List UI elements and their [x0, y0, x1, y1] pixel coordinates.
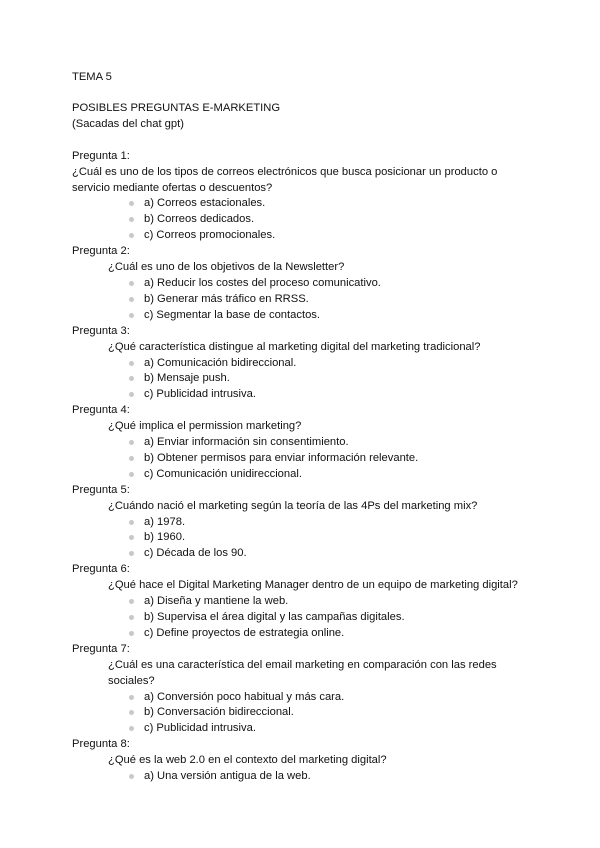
option-text: b) Mensaje push. [144, 372, 230, 385]
bullet-icon [129, 631, 134, 636]
bullet-icon [129, 233, 134, 238]
bullet-icon [129, 551, 134, 556]
bullet-icon [129, 726, 134, 731]
question-label: Pregunta 3: [72, 324, 130, 337]
option-text: a) Reducir los costes del proceso comunicativo. [144, 276, 381, 289]
option-text: a) Una versión antigua de la web. [144, 770, 311, 783]
option-list [72, 769, 532, 785]
question-label: Pregunta 5: [72, 483, 130, 496]
question-label: Pregunta 6: [72, 563, 130, 576]
option-item [72, 530, 532, 546]
option-item [72, 610, 532, 626]
bullet-icon [129, 281, 134, 286]
option-list [72, 196, 532, 244]
option-item [72, 769, 532, 785]
option-item [72, 467, 532, 483]
bullet-icon [129, 313, 134, 318]
bullet-icon [129, 535, 134, 540]
option-list [72, 690, 532, 738]
bullet-icon [129, 472, 134, 477]
option-text: a) Correos estacionales. [144, 197, 266, 210]
option-list [72, 435, 532, 483]
option-text: c) Segmentar la base de contactos. [144, 308, 320, 321]
question-2 [72, 244, 532, 324]
question-label: Pregunta 2: [72, 245, 130, 258]
question-3 [72, 324, 532, 404]
question-text: ¿Qué es la web 2.0 en el contexto del marketing digital? [108, 754, 387, 767]
option-text: b) Obtener permisos para enviar información relevante. [144, 451, 419, 464]
option-text: c) Publicidad intrusiva. [144, 722, 256, 735]
option-text: c) Publicidad intrusiva. [144, 388, 256, 401]
option-item [72, 196, 532, 212]
question-label: Pregunta 8: [72, 738, 130, 751]
option-item [72, 690, 532, 706]
option-item [72, 292, 532, 308]
question-1 [72, 149, 532, 244]
option-text: c) Define proyectos de estrategia online. [144, 626, 345, 639]
option-text: b) Conversación bidireccional. [144, 706, 294, 719]
document-page [72, 70, 532, 785]
question-6 [72, 562, 532, 642]
bullet-icon [129, 297, 134, 302]
option-text: c) Década de los 90. [144, 547, 247, 560]
option-item [72, 276, 532, 292]
option-item [72, 451, 532, 467]
option-list [72, 356, 532, 404]
option-item [72, 721, 532, 737]
question-text: ¿Qué característica distingue al marketing digital del marketing tradicional? [108, 340, 481, 353]
question-label: Pregunta 7: [72, 642, 130, 655]
bullet-icon [129, 361, 134, 366]
bullet-icon [129, 695, 134, 700]
option-text: a) Comunicación bidireccional. [144, 356, 297, 369]
bullet-icon [129, 520, 134, 525]
option-list [72, 515, 532, 563]
bullet-icon [129, 440, 134, 445]
option-text: a) Diseña y mantiene la web. [144, 595, 289, 608]
option-item [72, 308, 532, 324]
option-item [72, 356, 532, 372]
option-text: c) Comunicación unidireccional. [144, 467, 302, 480]
document-subtitle: (Sacadas del chat gpt) [72, 118, 184, 131]
question-text: ¿Qué hace el Digital Marketing Manager dentro de un equipo de marketing digital? [108, 579, 518, 592]
question-label: Pregunta 1: [72, 149, 130, 162]
bullet-icon [129, 599, 134, 604]
option-item [72, 546, 532, 562]
bullet-icon [129, 201, 134, 206]
option-text: b) Correos dedicados. [144, 213, 255, 226]
question-text: ¿Cuál es una característica del email marketing en comparación con las redes sociales? [108, 658, 497, 687]
option-text: b) Generar más tráfico en RRSS. [144, 292, 309, 305]
spacer [72, 133, 532, 149]
bullet-icon [129, 774, 134, 779]
option-text: b) 1960. [144, 531, 186, 544]
question-text: ¿Cuál es uno de los objetivos de la Newsletter? [108, 261, 345, 274]
question-text: ¿Qué implica el permission marketing? [108, 420, 302, 433]
option-text: a) Conversión poco habitual y más cara. [144, 690, 345, 703]
option-text: c) Correos promocionales. [144, 229, 276, 242]
document-title: POSIBLES PREGUNTAS E-MARKETING [72, 102, 281, 115]
option-item [72, 705, 532, 721]
option-list [72, 594, 532, 642]
bullet-icon [129, 710, 134, 715]
question-text: ¿Cuándo nació el marketing según la teoría de las 4Ps del marketing mix? [108, 499, 478, 512]
option-item [72, 626, 532, 642]
option-list [72, 276, 532, 324]
option-item [72, 387, 532, 403]
option-item [72, 515, 532, 531]
option-item [72, 435, 532, 451]
bullet-icon [129, 392, 134, 397]
bullet-icon [129, 456, 134, 461]
option-text: b) Supervisa el área digital y las campañas digitales. [144, 611, 405, 623]
bullet-icon [129, 615, 134, 620]
question-8 [72, 737, 532, 785]
option-item [72, 228, 532, 244]
question-text: ¿Cuál es uno de los tipos de correos electrónicos que busca posicionar un producto o servicio mediante ofertas o descuentos? [72, 165, 498, 194]
option-item [72, 594, 532, 610]
tema-heading: TEMA 5 [72, 71, 112, 83]
question-7 [72, 642, 532, 737]
question-label: Pregunta 4: [72, 404, 130, 417]
bullet-icon [129, 376, 134, 381]
question-4 [72, 403, 532, 483]
option-text: a) Enviar información sin consentimiento. [144, 436, 349, 449]
option-item [72, 371, 532, 387]
option-item [72, 212, 532, 228]
option-text: a) 1978. [144, 515, 186, 528]
question-5 [72, 483, 532, 563]
bullet-icon [129, 217, 134, 222]
